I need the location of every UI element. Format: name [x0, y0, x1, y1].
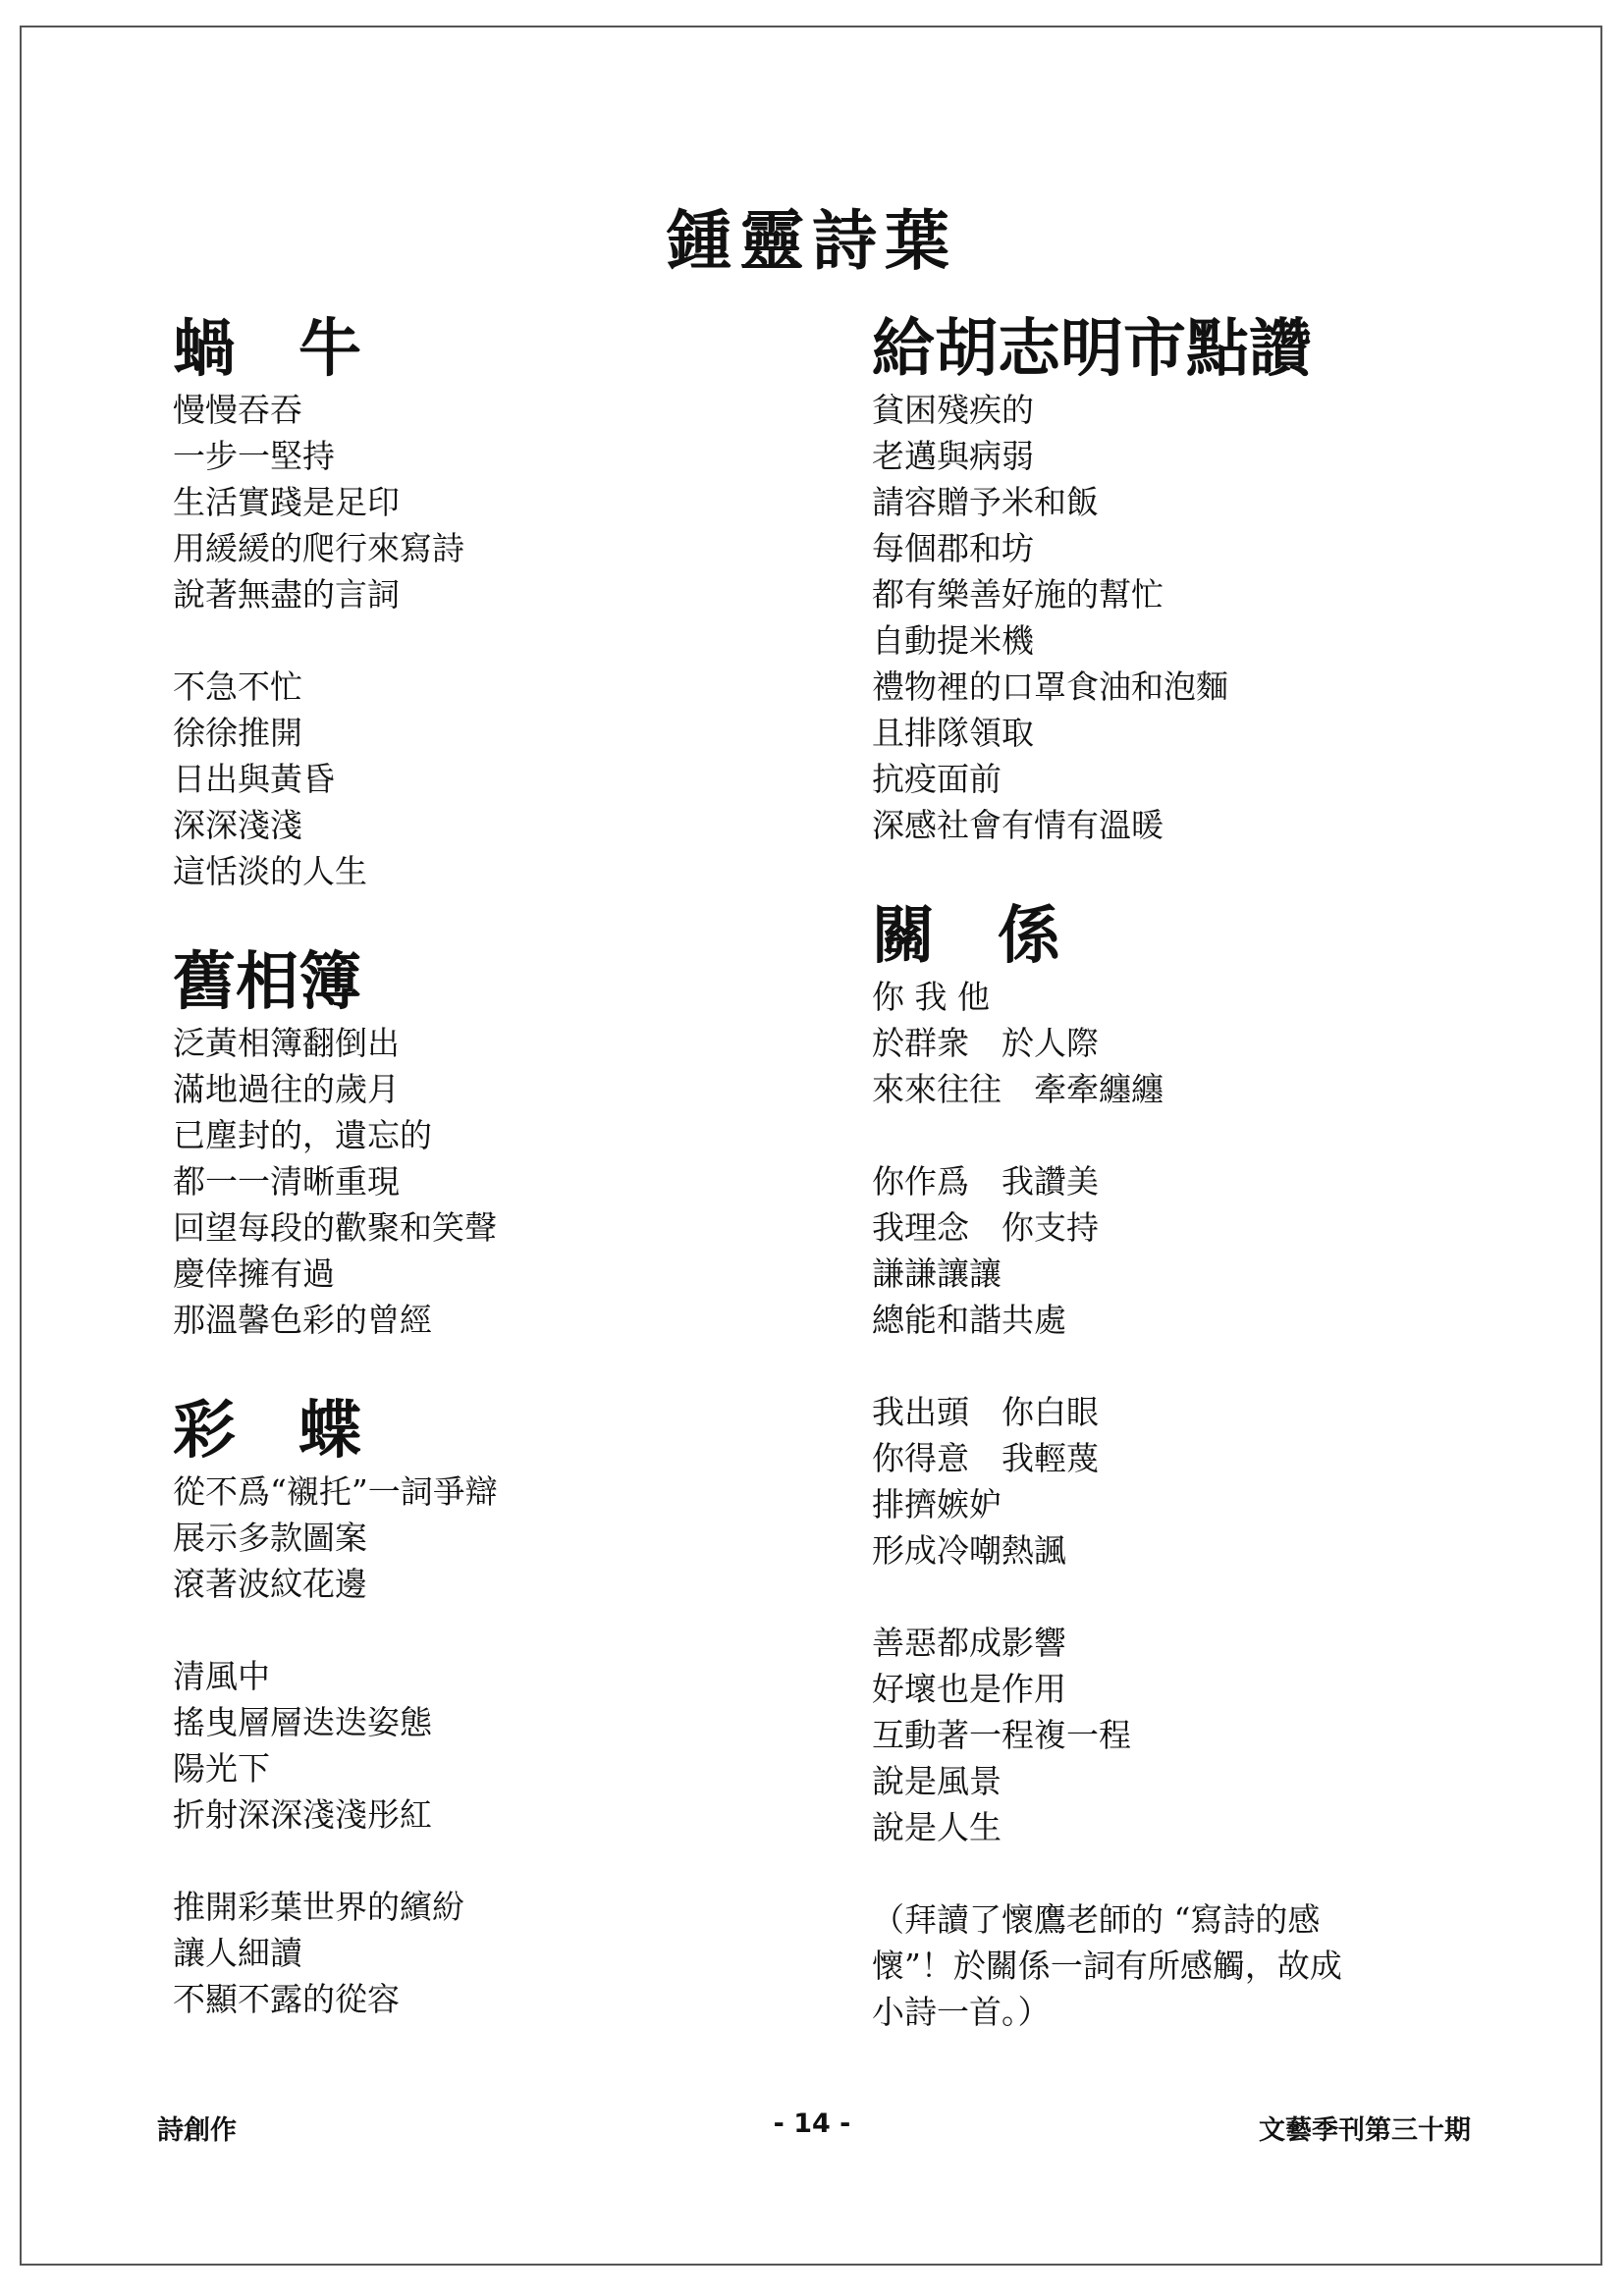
poem-line: 說是人生	[872, 1808, 1001, 1846]
poem-line: 排擠嫉妒	[872, 1485, 1001, 1523]
left-column	[173, 312, 782, 2022]
poem-line: 這恬淡的人生	[173, 852, 367, 890]
note-line: （拜讀了懷鷹老師的 “寫詩的感	[872, 1900, 1321, 1939]
poem-line: 都有樂善好施的幫忙	[872, 575, 1164, 614]
poem-gap	[872, 848, 1422, 899]
poem-line: 推開彩葉世界的繽紛	[173, 1888, 464, 1926]
stanza-gap	[872, 1112, 1422, 1158]
poem	[173, 1394, 782, 2022]
poem-line: 來來往往 牽牽纏纏	[872, 1070, 1164, 1108]
poem-line: 都一一清晰重現	[173, 1162, 400, 1201]
poem-line: 深感社會有情有溫暖	[872, 806, 1164, 844]
poem-line: 禮物裡的口罩食油和泡麵	[872, 667, 1228, 706]
stanza-gap	[872, 1574, 1422, 1620]
note-line: 小詩一首。）	[872, 1993, 1051, 2031]
poem-line: 互動著一程複一程	[872, 1716, 1131, 1754]
poem-line: 從不爲“襯托”一詞爭辯	[173, 1472, 498, 1511]
poem-line: 生活實踐是足印	[173, 483, 400, 521]
poem-line: 善惡都成影響	[872, 1624, 1066, 1662]
poem-line: 日出與黃昏	[173, 760, 335, 798]
poem-line: 形成冷嘲熱諷	[872, 1531, 1066, 1570]
poem-title: 蝸 牛	[173, 312, 361, 386]
poem-line: 展示多款圖案	[173, 1519, 367, 1557]
stanza	[872, 1389, 1422, 1574]
poem-line: 滿地過往的歲月	[173, 1070, 400, 1108]
poem	[872, 899, 1422, 1850]
poem-line: 回望每段的歡聚和笑聲	[173, 1208, 497, 1247]
poem-line: 老邁與病弱	[872, 437, 1034, 475]
stanza-gap	[872, 1343, 1422, 1389]
poem-line: 我出頭 你白眼	[872, 1393, 1099, 1431]
poem-line: 滾著波紋花邊	[173, 1565, 367, 1603]
page-title: 鍾靈詩葉	[667, 202, 957, 279]
poem-line: 你作爲 我讚美	[872, 1162, 1099, 1201]
footer-page-number: - 14 -	[773, 2109, 851, 2139]
stanza	[872, 387, 1422, 848]
poem-title: 關 係	[872, 899, 1060, 973]
poem-line: 不急不忙	[173, 667, 302, 706]
poem-line: 慶倖擁有過	[173, 1255, 335, 1293]
stanza	[872, 1620, 1422, 1850]
stanza	[872, 974, 1422, 1112]
poem-line: 你得意 我輕蔑	[872, 1439, 1099, 1477]
poem-line: 於群衆 於人際	[872, 1024, 1099, 1062]
poem	[872, 312, 1422, 848]
poem-line: 每個郡和坊	[872, 529, 1034, 567]
poem-line: 讓人細讀	[173, 1934, 302, 1972]
poem-line: 折射深深淺淺彤紅	[173, 1795, 432, 1834]
stanza	[872, 1158, 1422, 1343]
poem-line: 自動提米機	[872, 621, 1034, 660]
poem-line: 一步一堅持	[173, 437, 335, 475]
poem-line: 徐徐推開	[173, 714, 302, 752]
stanza-gap	[173, 1838, 782, 1884]
poem-line: 已塵封的，遺忘的	[173, 1116, 432, 1154]
poem-line: 貧困殘疾的	[872, 391, 1034, 429]
stanza	[173, 387, 782, 617]
note-line: 懷”！於關係一詞有所感觸，故成	[872, 1947, 1342, 1985]
poem-line: 清風中	[173, 1657, 270, 1695]
poem-line: 不顯不露的從容	[173, 1980, 400, 2018]
footer-section-label: 詩創作	[157, 2115, 237, 2146]
poem-line: 總能和諧共處	[872, 1301, 1066, 1339]
poem-line: 慢慢吞吞	[173, 391, 302, 429]
poem-line: 且排隊領取	[872, 714, 1034, 752]
stanza-gap	[173, 1607, 782, 1653]
poem-line: 泛黃相簿翻倒出	[173, 1024, 400, 1062]
poem-gap	[173, 894, 782, 945]
author-note	[872, 1896, 1422, 2035]
poem-gap	[173, 1343, 782, 1394]
poem	[173, 312, 782, 894]
poem-line: 用緩緩的爬行來寫詩	[173, 529, 464, 567]
poem-line: 深深淺淺	[173, 806, 302, 844]
poem-title: 給胡志明市點讚	[872, 312, 1312, 386]
stanza-gap	[173, 617, 782, 664]
poem-line: 那溫馨色彩的曾經	[173, 1301, 432, 1339]
poem-line: 陽光下	[173, 1749, 270, 1788]
stanza	[173, 1884, 782, 2022]
poem-line: 抗疫面前	[872, 760, 1001, 798]
poem-title: 舊相簿	[173, 945, 361, 1019]
poem-line: 好壞也是作用	[872, 1670, 1066, 1708]
poem-line: 謙謙讓讓	[872, 1255, 1001, 1293]
stanza	[173, 1653, 782, 1838]
poem-line: 說著無盡的言詞	[173, 575, 400, 614]
poem-line: 搖曳層層迭迭姿態	[173, 1703, 432, 1741]
poem-line: 你 我 他	[872, 978, 990, 1016]
right-column	[872, 312, 1422, 2035]
poem-title: 彩 蝶	[173, 1394, 361, 1468]
stanza	[173, 1020, 782, 1343]
note-gap	[872, 1850, 1422, 1896]
poem-line: 說是風景	[872, 1762, 1001, 1800]
poem-line: 我理念 你支持	[872, 1208, 1099, 1247]
stanza	[173, 1468, 782, 1607]
stanza	[173, 664, 782, 894]
poem-line: 請容贈予米和飯	[872, 483, 1099, 521]
poem	[173, 945, 782, 1343]
footer-issue-label: 文藝季刊第三十期	[1259, 2115, 1471, 2146]
